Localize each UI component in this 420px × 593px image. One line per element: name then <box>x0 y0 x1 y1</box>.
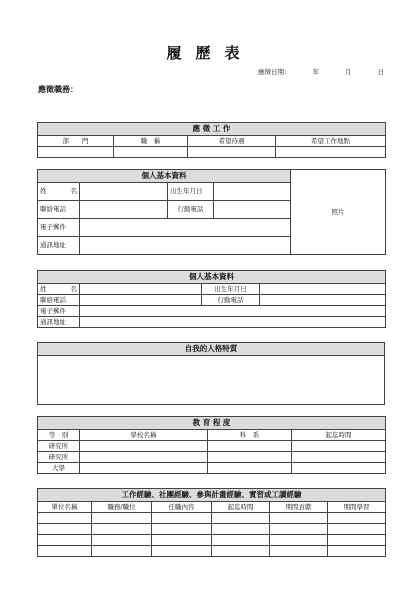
edu-title: 教 育 程 度 <box>38 417 386 430</box>
work-cell[interactable] <box>328 513 386 524</box>
basic1-address-field[interactable] <box>80 237 291 255</box>
basic2-address-field[interactable] <box>80 317 386 328</box>
job-salary-field[interactable] <box>188 147 276 158</box>
basic2-address-label: 通訊地址 <box>38 317 80 328</box>
job-dept-field[interactable] <box>38 147 114 158</box>
edu-col-school: 學校名稱 <box>80 430 208 441</box>
work-cell[interactable] <box>152 546 212 557</box>
basic1-birth-label: 出生年月日 <box>168 183 214 201</box>
basic1-mobile-label: 行動電話 <box>168 201 214 219</box>
basic2-name-field[interactable] <box>80 284 202 295</box>
edu-major-field[interactable] <box>208 463 292 474</box>
basic2-birth-label: 出生年月日 <box>202 284 260 295</box>
edu-col-major: 科 系 <box>208 430 292 441</box>
education-table <box>37 416 386 474</box>
edu-row-level: 研究所 <box>38 452 80 463</box>
basic1-mobile-field[interactable] <box>214 201 291 219</box>
work-cell[interactable] <box>212 524 270 535</box>
photo-label: 照片 <box>331 208 345 216</box>
date-month: 月 <box>345 68 352 76</box>
edu-major-field[interactable] <box>208 441 292 452</box>
basic-info-table-2 <box>37 270 386 328</box>
basic1-birth-field[interactable] <box>214 183 291 201</box>
work-title: 工作經驗、社團經驗、參與計畫經驗、實習或工讀經驗 <box>38 489 386 502</box>
basic1-name-label: 姓 名 <box>38 183 80 201</box>
date-label: 應徵日期： <box>258 68 291 76</box>
position-label: 應徵職務： <box>38 84 78 94</box>
edu-col-period: 起迄時間 <box>292 430 386 441</box>
traits-title: 自我的人格特質 <box>38 343 385 356</box>
work-cell[interactable] <box>328 524 386 535</box>
work-cell[interactable] <box>92 524 152 535</box>
basic2-phone-field[interactable] <box>80 295 202 306</box>
traits-table <box>37 342 385 405</box>
traits-field[interactable] <box>38 356 385 405</box>
basic1-email-field[interactable] <box>80 219 291 237</box>
basic2-mobile-label: 行動電話 <box>202 295 260 306</box>
work-cell[interactable] <box>212 535 270 546</box>
edu-period-field[interactable] <box>292 452 386 463</box>
edu-col-level: 等 別 <box>38 430 80 441</box>
edu-school-field[interactable] <box>80 441 208 452</box>
work-cell[interactable] <box>270 524 328 535</box>
basic1-phone-field[interactable] <box>80 201 168 219</box>
work-cell[interactable] <box>92 513 152 524</box>
basic1-title: 個人基本資料 <box>38 170 291 183</box>
work-col-content: 任職內容 <box>152 502 212 513</box>
work-cell[interactable] <box>38 524 92 535</box>
job-col-location: 希望工作地點 <box>276 136 386 147</box>
work-col-contribution: 期間貢獻 <box>270 502 328 513</box>
job-col-title: 職 稱 <box>114 136 188 147</box>
work-cell[interactable] <box>38 513 92 524</box>
basic-info-table-1 <box>37 169 386 255</box>
edu-school-field[interactable] <box>80 463 208 474</box>
basic2-email-label: 電子郵件 <box>38 306 80 317</box>
work-col-learning: 期間學習 <box>328 502 386 513</box>
work-cell[interactable] <box>212 546 270 557</box>
basic2-birth-field[interactable] <box>260 284 386 295</box>
work-cell[interactable] <box>328 546 386 557</box>
photo-box[interactable] <box>291 170 386 255</box>
work-table <box>37 488 386 557</box>
work-col-period: 起迄時間 <box>212 502 270 513</box>
job-table <box>37 122 386 158</box>
work-cell[interactable] <box>212 513 270 524</box>
work-cell[interactable] <box>152 524 212 535</box>
date-year: 年 <box>312 68 319 76</box>
basic1-phone-label: 聯絡電話 <box>38 201 80 219</box>
basic2-phone-label: 聯絡電話 <box>38 295 80 306</box>
work-cell[interactable] <box>270 546 328 557</box>
job-title-field[interactable] <box>114 147 188 158</box>
basic2-name-label: 姓 名 <box>38 284 80 295</box>
work-cell[interactable] <box>152 513 212 524</box>
edu-major-field[interactable] <box>208 452 292 463</box>
work-cell[interactable] <box>328 535 386 546</box>
page-title: 履歷表 <box>166 44 254 62</box>
basic2-mobile-field[interactable] <box>260 295 386 306</box>
basic2-email-field[interactable] <box>80 306 386 317</box>
application-date <box>258 67 384 76</box>
date-day: 日 <box>377 68 384 76</box>
edu-period-field[interactable] <box>292 441 386 452</box>
work-cell[interactable] <box>152 535 212 546</box>
job-col-salary: 希望待遇 <box>188 136 276 147</box>
work-cell[interactable] <box>92 535 152 546</box>
edu-row-level: 研究所 <box>38 441 80 452</box>
work-cell[interactable] <box>92 546 152 557</box>
work-cell[interactable] <box>270 535 328 546</box>
work-cell[interactable] <box>38 535 92 546</box>
work-cell[interactable] <box>270 513 328 524</box>
work-col-role: 職務/職位 <box>92 502 152 513</box>
job-title: 應 徵 工 作 <box>38 123 386 136</box>
basic1-address-label: 通訊地址 <box>38 237 80 255</box>
basic1-name-field[interactable] <box>80 183 168 201</box>
job-location-field[interactable] <box>276 147 386 158</box>
job-col-dept: 部 門 <box>38 136 114 147</box>
edu-period-field[interactable] <box>292 463 386 474</box>
basic2-title: 個人基本資料 <box>38 271 386 284</box>
edu-school-field[interactable] <box>80 452 208 463</box>
work-col-unit: 單位名稱 <box>38 502 92 513</box>
basic1-email-label: 電子郵件 <box>38 219 80 237</box>
work-cell[interactable] <box>38 546 92 557</box>
edu-row-level: 大學 <box>38 463 80 474</box>
